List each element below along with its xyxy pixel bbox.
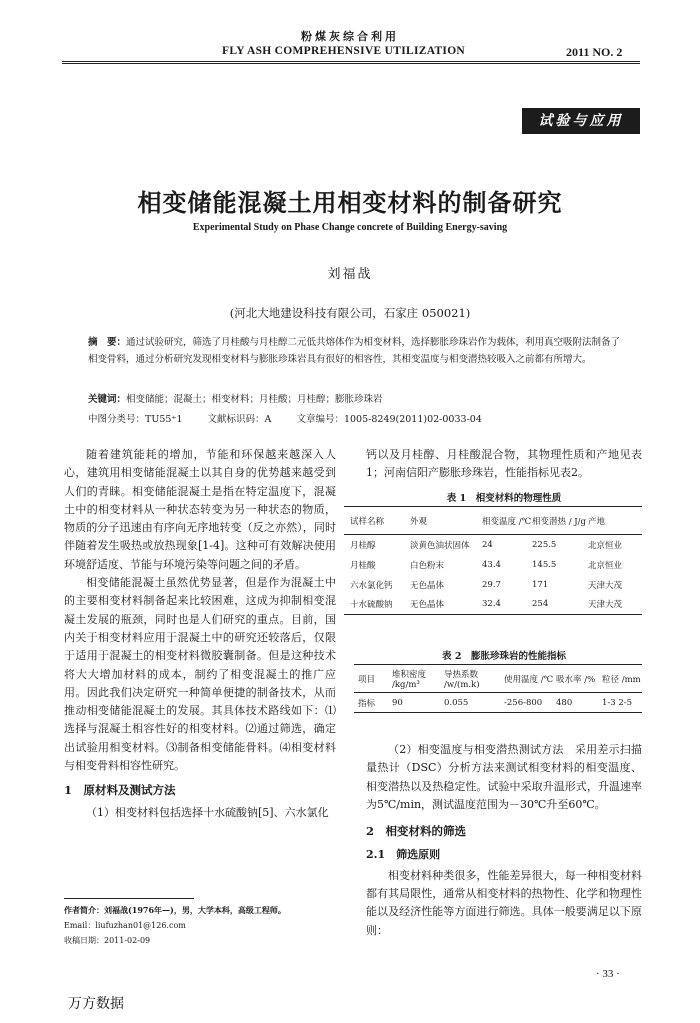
table-cell: 月桂醇 [350, 540, 376, 551]
table-cell: 254 [532, 599, 549, 610]
table-cell: 白色粉末 [410, 560, 445, 571]
table1-caption: 表 1 相变材料的物理性质 [446, 493, 562, 504]
table1-header-cell: 相变温度 /℃ [482, 516, 532, 527]
table-cell: 天津大茂 [588, 600, 623, 611]
table1-header-cell: 产地 [588, 516, 606, 527]
right-column-body [366, 741, 642, 940]
header-rule [62, 61, 640, 62]
classification-line [88, 411, 628, 425]
body-paragraph-1: 随着建筑能耗的增加，节能和环保越来越深入人心，建筑用相变储能混凝土以其自身的优势越来越受到人们的青睐。相变储能混凝土是指在特定温度下，混凝土中的相变材料从一种状态转变为另一种状态的物质，物质的分子迅速由有序向无序地转变（反之亦然），同时伴随着发生吸热或放热现象[1-4]。这种可有效解决使用环境舒适度、节能与环境污染等问题之间的矛盾。 [64, 448, 336, 571]
keywords [88, 391, 628, 405]
keywords-text: 相变储能；混凝土；相变材料；月桂酸；月桂醇；膨胀珍珠岩 [126, 394, 383, 405]
table-cell: 十水硫酸钠 [350, 600, 393, 611]
table-cell: 225.5 [532, 539, 557, 550]
author-introduction: 作者简介：刘福战(1976年—)，男，大学本科，高级工程师。 [64, 905, 286, 915]
table-cell: 24 [482, 539, 493, 550]
table-cell: 天津大茂 [588, 580, 623, 591]
abstract [88, 334, 628, 368]
affiliation: (河北大地建设科技有限公司，石家庄 050021) [229, 306, 471, 320]
table-cell: 北京恒业 [588, 540, 623, 551]
body-paragraph-2: 相变储能混凝土虽然优势显著，但是作为混凝土中的主要相变材料制备起来比较困难，这成为抑制相变混凝土发展的瓶颈，同时也是人们研究的重点。目前，国内关于相变材料应用于混凝土中的研究还较落后，仅限于适用于混凝土的相变材料微胶囊制备。但是这种技术将大大增加材料的成本，制约了相变混凝土的推广应用。因此我们决定研究一种简单便捷的制备技术，从而推动相变储能混凝土的发展。其具体技术路线如下：⑴选择与混凝土相容性好的相变材料。⑵通过筛选，确定出试验用相变材料。⑶制备相变储能骨料。⑷相变材料与相变骨料相容性研究。 [64, 576, 336, 773]
table-cell: 无色晶体 [410, 600, 445, 611]
section-heading-1: 1 原材料及测试方法 [64, 783, 176, 798]
section-tag: 试验与应用 [522, 108, 640, 134]
table-cell: 0.055 [444, 697, 469, 708]
body-paragraph-5: 相变材料种类很多，性能差异很大，每一种相变材料都有其局限性，通常从相变材料的热物性、化学和物理性能以及经济性能等方面进行筛选。具体一般要满足以下原则： [366, 868, 642, 937]
table-cell: 480 [556, 697, 573, 708]
table2-header-cell: 粒径 /mm [602, 674, 641, 685]
table2-header-row [354, 665, 642, 693]
right-column-top [366, 446, 642, 483]
footnote-rule [64, 898, 194, 899]
journal-name-cn: 粉煤灰综合利用 [301, 30, 399, 43]
table2-header-cell: 使用温度 /℃ [504, 674, 554, 685]
table-row [344, 555, 642, 575]
document-code: 文献标识码：A [207, 414, 272, 425]
table-cell: -256-800 [504, 697, 543, 708]
abstract-text: 通过试验研究，筛选了月桂酸与月桂醇二元低共熔体作为相变材料，选择膨胀珍珠岩作为载体，利用真空吸附法制备了相变骨料，通过分析研究发现相变材料与膨胀珍珠岩具有很好的相容性，其相变温度与相变潜热较吸入之前都有所增大。 [88, 337, 621, 365]
table-cell: 北京恒业 [588, 560, 623, 571]
table-cell: 淡黄色油状固体 [410, 540, 470, 551]
received-date: 收稿日期：2011-02-09 [64, 936, 151, 945]
left-column [64, 446, 336, 822]
body-paragraph-3: （1）相变材料包括选择十水硫酸钠[5]、六水氯化 [86, 805, 329, 819]
table-row [344, 595, 642, 615]
table1-header-cell: 试样名称 [350, 516, 385, 527]
table-row [344, 575, 642, 595]
header-rule-secondary [62, 63, 640, 64]
author-email: Email：liufuzhan01@126.com [64, 921, 186, 930]
paper-title-en: Experimental Study on Phase Change concrete of Building Energy-saving [192, 222, 508, 233]
table-row [344, 535, 642, 555]
issue-number: 2011 NO. 2 [566, 45, 623, 59]
table-cell: 六水氯化钙 [350, 580, 393, 591]
table1 [344, 506, 642, 615]
table-cell: 月桂酸 [350, 560, 376, 571]
table-cell: 171 [532, 579, 549, 590]
body-paragraph-4: （2）相变温度与相变潜热测试方法 采用差示扫描量热计（DSC）分析方法来测试相变材料的相变温度、相变潜热以及热稳定性。试验中采取升温形式，升温速率为5℃/min，测试温度范围为－30℃升至60℃。 [366, 743, 642, 811]
table2-header-cell: 导热系数 /w/(m.k) [444, 669, 480, 690]
table-cell: 32.4 [482, 599, 501, 610]
table1-header-row [344, 507, 642, 535]
table2 [354, 664, 642, 713]
paper-title: 相变储能混凝土用相变材料的制备研究 [137, 188, 563, 217]
table-cell: 43.4 [482, 559, 501, 570]
table-row [354, 693, 642, 713]
table2-caption: 表 2 膨胀珍珠岩的性能指标 [442, 651, 566, 662]
table-cell: 29.7 [482, 579, 501, 590]
journal-name-en: FLY ASH COMPREHENSIVE UTILIZATION [222, 45, 466, 57]
table1-header-cell: 外观 [410, 516, 428, 527]
author: 刘福战 [327, 267, 373, 282]
table2-header-cell: 吸水率 /% [556, 674, 596, 685]
subsection-heading-2-1: 2.1 筛选原则 [366, 848, 441, 862]
body-paragraph-3-continued: 钙以及月桂醇、月桂酸混合物，其物理性质和产地见表1；河南信阳产膨胀珍珠岩，性能指标见表2。 [366, 448, 642, 480]
table2-header-cell: 项目 [358, 674, 376, 685]
table-cell: 无色晶体 [410, 580, 445, 591]
section-heading-2: 2 相变材料的筛选 [366, 824, 467, 839]
article-number: 文章编号：1005-8249(2011)02-0033-04 [296, 414, 482, 425]
table-cell: 指标 [358, 698, 376, 709]
keywords-label: 关键词： [88, 394, 127, 405]
table-cell: 90 [392, 697, 403, 708]
abstract-label: 摘 要： [88, 337, 127, 348]
table1-header-cell: 相变潜热 / J/g [532, 516, 586, 527]
table2-header-cell: 堆积密度 /kg/m³ [392, 669, 427, 690]
table-cell: 1-3 2-5 [602, 697, 633, 708]
watermark: 万方数据 [68, 996, 124, 1012]
footnote [64, 903, 336, 948]
clc-number: 中图分类号：TU55⁺1 [88, 414, 183, 425]
page-number: · 33 · [596, 968, 620, 980]
table-cell: 145.5 [532, 559, 557, 570]
